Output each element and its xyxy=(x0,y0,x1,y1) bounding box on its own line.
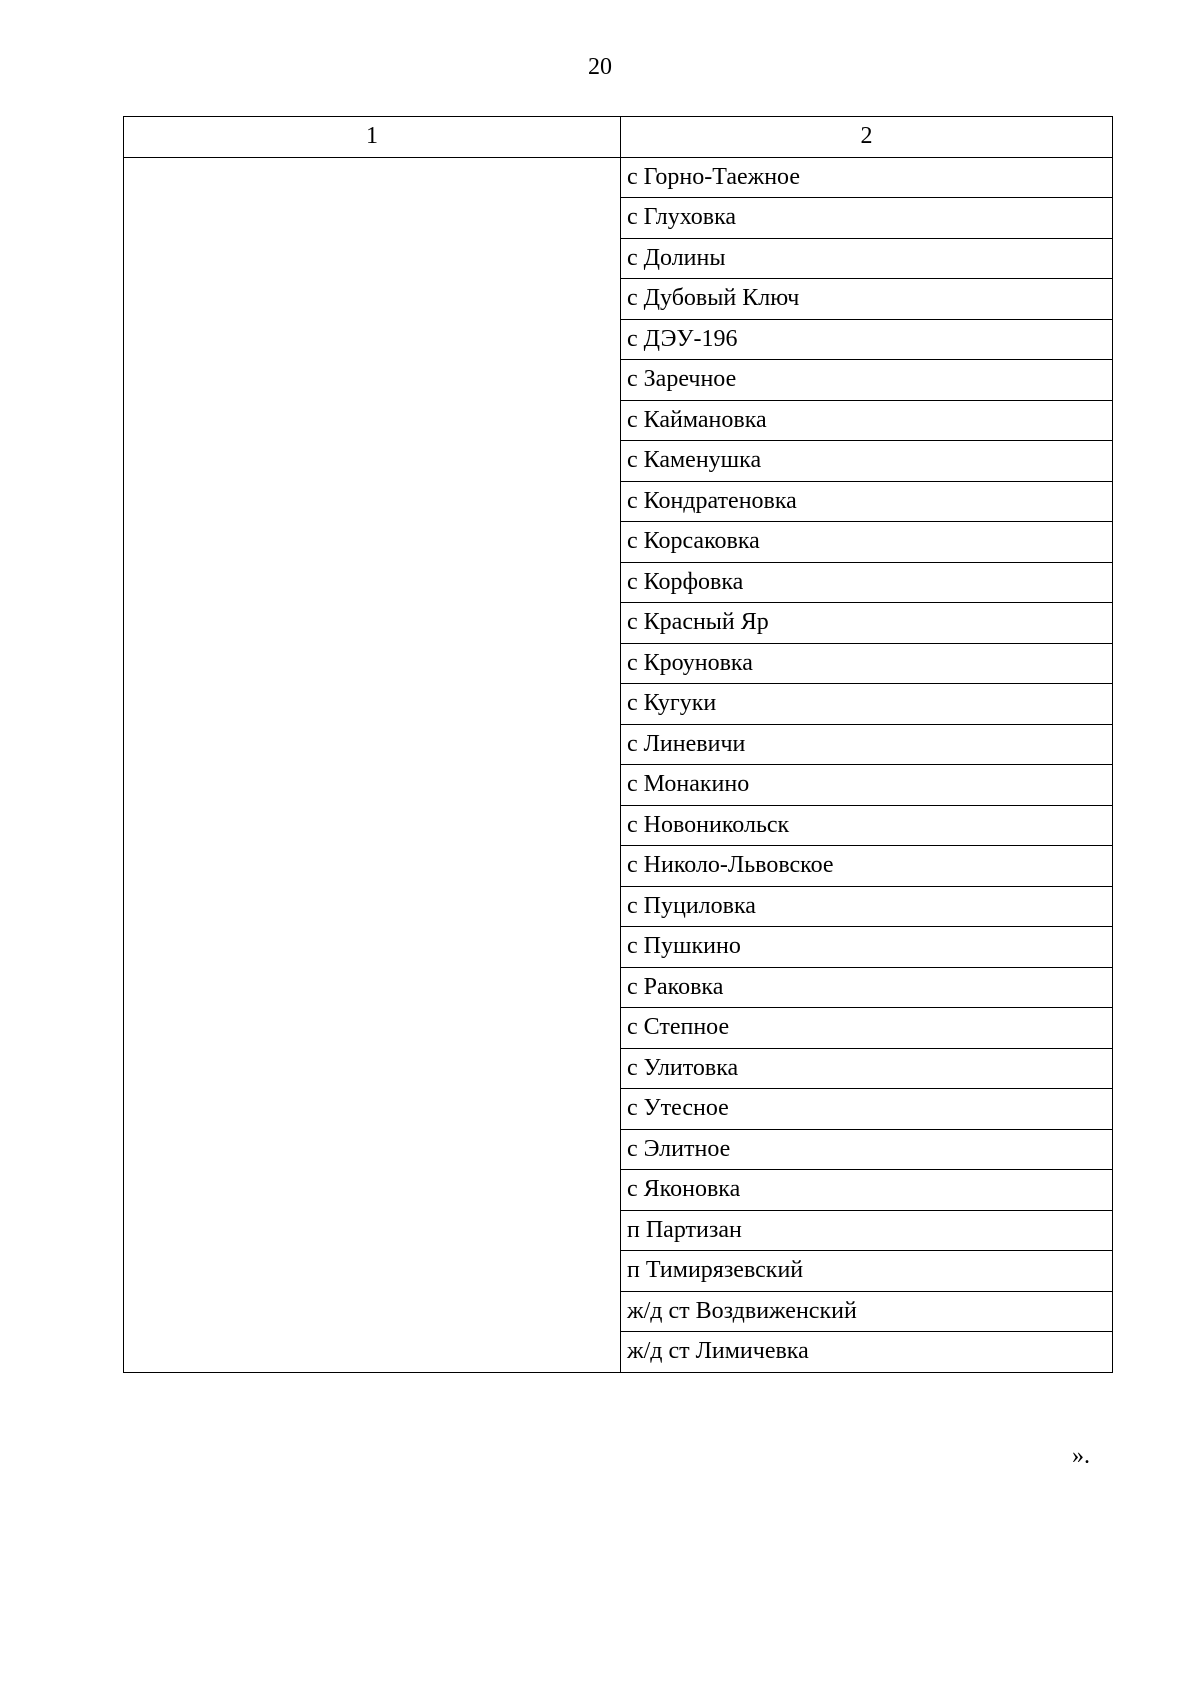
page-number: 20 xyxy=(588,54,612,80)
settlement-name-cell: с Каменушка xyxy=(621,441,1113,482)
settlement-name-cell: с Утесное xyxy=(621,1089,1113,1130)
settlement-name-cell: с Линевичи xyxy=(621,724,1113,765)
settlement-name-cell: с Кроуновка xyxy=(621,643,1113,684)
settlement-name-cell: с Глуховка xyxy=(621,198,1113,239)
settlement-name-cell: с Николо-Львовское xyxy=(621,846,1113,887)
table-header-row xyxy=(124,117,1113,158)
table-body xyxy=(124,157,1113,1372)
settlement-name-cell: с Красный Яр xyxy=(621,603,1113,644)
settlements-table xyxy=(123,116,1113,1373)
settlement-name-cell: с Кугуки xyxy=(621,684,1113,725)
settlement-name-cell: ж/д ст Воздвиженский xyxy=(621,1291,1113,1332)
column-header-2: 2 xyxy=(621,117,1113,158)
settlement-name-cell: с Долины xyxy=(621,238,1113,279)
column-1-cell xyxy=(124,157,621,1372)
settlement-name-cell: с Горно-Таежное xyxy=(621,157,1113,198)
column-header-1: 1 xyxy=(124,117,621,158)
settlement-name-cell: с Корфовка xyxy=(621,562,1113,603)
settlement-name-cell: с Заречное xyxy=(621,360,1113,401)
settlement-name-cell: п Тимирязевский xyxy=(621,1251,1113,1292)
settlement-name-cell: п Партизан xyxy=(621,1210,1113,1251)
settlement-name-cell: с Новоникольск xyxy=(621,805,1113,846)
settlement-name-cell: с Раковка xyxy=(621,967,1113,1008)
settlement-name-cell: с Монакино xyxy=(621,765,1113,806)
settlement-name-cell: с Корсаковка xyxy=(621,522,1113,563)
settlement-name-cell: ж/д ст Лимичевка xyxy=(621,1332,1113,1373)
settlement-name-cell: с Элитное xyxy=(621,1129,1113,1170)
table-row xyxy=(124,157,1113,198)
settlement-name-cell: с Пушкино xyxy=(621,927,1113,968)
settlement-name-cell: с Яконовка xyxy=(621,1170,1113,1211)
settlement-name-cell: с Кондратеновка xyxy=(621,481,1113,522)
settlement-name-cell: с Пуциловка xyxy=(621,886,1113,927)
closing-quote: ». xyxy=(1072,1443,1090,1469)
settlement-name-cell: с Каймановка xyxy=(621,400,1113,441)
settlement-name-cell: с Дубовый Ключ xyxy=(621,279,1113,320)
settlement-name-cell: с Степное xyxy=(621,1008,1113,1049)
settlement-name-cell: с Улитовка xyxy=(621,1048,1113,1089)
settlement-name-cell: с ДЭУ-196 xyxy=(621,319,1113,360)
